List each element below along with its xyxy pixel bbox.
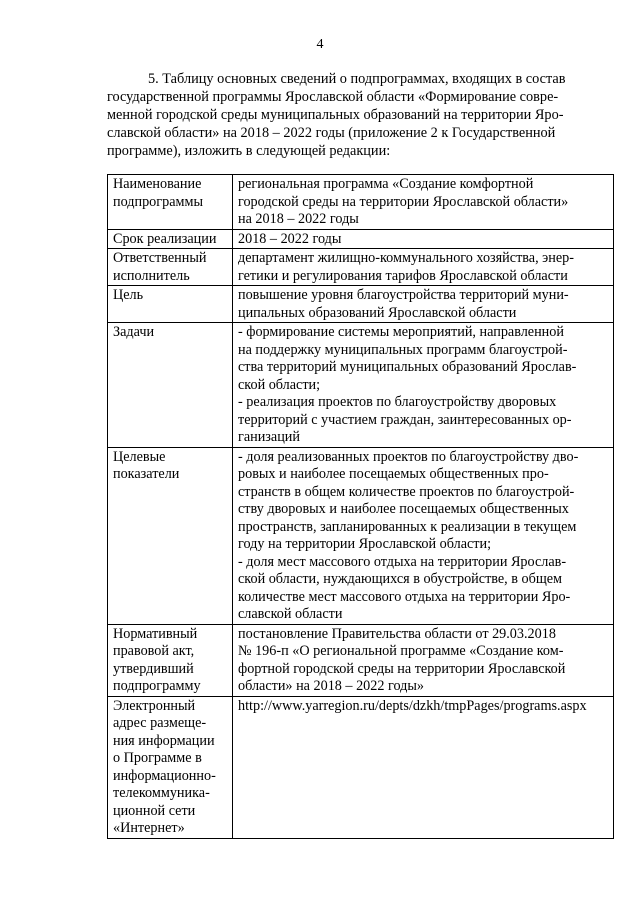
value-line: ства территорий муниципальных образований Ярослав- (238, 359, 577, 375)
value-line: - доля мест массового отдыха на территории Ярослав- (238, 553, 567, 570)
value-line: странств в общем количестве проектов по благоустрой- (238, 483, 575, 500)
label-line: Целевые (113, 448, 166, 465)
label-line: телекоммуника- (113, 785, 210, 801)
value-line: - формирование системы мероприятий, направленной (238, 324, 564, 340)
value-line: гетики и регулирования тарифов Ярославской области (238, 267, 568, 284)
value-line: количестве мест массового отдыха на территории Яро- (238, 588, 571, 605)
row-label-executor (108, 249, 233, 286)
value-line: на поддержку муниципальных программ благоустрой- (238, 341, 568, 358)
label-line: показатели (113, 466, 180, 482)
row-value-legal-act (233, 624, 614, 696)
table-row (108, 229, 614, 249)
label-line: подпрограммы (113, 193, 203, 210)
value-line: департамент жилищно-коммунального хозяйства, энер- (238, 250, 574, 266)
row-value-goal (233, 286, 614, 323)
value-line: - доля реализованных проектов по благоустройству дво- (238, 448, 579, 465)
label-line: Срок реализации (113, 230, 217, 247)
value-line: постановление Правительства области от 29.03.2018 (238, 625, 556, 642)
row-label-period (108, 229, 233, 249)
label-line: Ответственный (113, 250, 207, 266)
row-label-tasks (108, 323, 233, 448)
intro-line: славской области» на 2018 – 2022 годы (приложение 2 к Государственной (107, 125, 556, 141)
value-line: повышение уровня благоустройства территорий муни- (238, 287, 569, 303)
value-line: пространств, запланированных к реализации в текущем (238, 518, 577, 535)
table-row (108, 323, 614, 448)
label-line: Наименование (113, 176, 202, 192)
value-line: городской среды на территории Ярославской области» (238, 193, 569, 210)
row-value-period (233, 229, 614, 249)
label-line: Цель (113, 287, 144, 303)
label-line: Нормативный (113, 625, 198, 642)
label-line: утвердивший (113, 660, 194, 677)
value-line: году на территории Ярославской области; (238, 536, 492, 552)
table-row (108, 624, 614, 696)
label-line: исполнитель (113, 267, 190, 284)
value-line: ской области, нуждающихся в обустройстве, в общем (238, 571, 563, 587)
label-line: «Интернет» (113, 820, 185, 836)
intro-paragraph (107, 70, 612, 160)
label-line: ния информации (113, 732, 215, 749)
label-line: Электронный (113, 697, 196, 714)
value-line: ганизаций (238, 429, 300, 445)
label-line: о Программе в (113, 750, 202, 766)
value-line: области» на 2018 – 2022 годы» (238, 678, 424, 694)
value-line: № 196-п «О региональной программе «Создание ком- (238, 643, 564, 659)
value-line: фортной городской среды на территории Ярославской (238, 660, 566, 677)
row-value-executor (233, 249, 614, 286)
intro-line: 5. Таблицу основных сведений о подпрограммах, входящих в состав (148, 71, 566, 87)
row-value-indicators (233, 447, 614, 624)
row-label-subprogram-name (108, 175, 233, 230)
label-line: информационно- (113, 767, 216, 784)
value-line: на 2018 – 2022 годы (238, 211, 359, 227)
page-number: 4 (316, 37, 324, 52)
row-label-legal-act (108, 624, 233, 696)
table-row (108, 447, 614, 624)
row-label-goal (108, 286, 233, 323)
label-line: правовой акт, (113, 643, 195, 659)
label-line: Задачи (113, 324, 155, 340)
row-label-web-address (108, 696, 233, 838)
row-label-indicators (108, 447, 233, 624)
label-line: подпрограмму (113, 678, 201, 694)
table-row (108, 696, 614, 838)
value-line: территорий с участием граждан, заинтересованных ор- (238, 411, 572, 428)
program-url-link[interactable]: http://www.yarregion.ru/depts/dzkh/tmpPages/programs.aspx (238, 697, 587, 714)
intro-line: государственной программы Ярославской области «Формирование совре- (107, 89, 559, 105)
value-line: ципальных образований Ярославской области (238, 304, 517, 321)
table-row (108, 286, 614, 323)
subprogram-info-table (107, 174, 614, 839)
value-line: 2018 – 2022 годы (238, 230, 342, 247)
value-line: славской области (238, 606, 343, 622)
value-line: ровых и наиболее посещаемых общественных про- (238, 466, 549, 482)
row-value-web-address (233, 696, 614, 838)
value-line: - реализация проектов по благоустройству дворовых (238, 394, 557, 410)
table-row (108, 175, 614, 230)
row-value-subprogram-name (233, 175, 614, 230)
label-line: адрес размеще- (113, 715, 207, 731)
value-line: ской области; (238, 376, 321, 393)
table-row (108, 249, 614, 286)
row-value-tasks (233, 323, 614, 448)
label-line: ционной сети (113, 802, 196, 819)
value-line: региональная программа «Создание комфортной (238, 176, 534, 192)
intro-line: менной городской среды муниципальных образований на территории Яро- (107, 107, 564, 123)
value-line: ству дворовых и наиболее посещаемых общественных (238, 501, 569, 517)
intro-line: программе), изложить в следующей редакции: (107, 143, 391, 159)
